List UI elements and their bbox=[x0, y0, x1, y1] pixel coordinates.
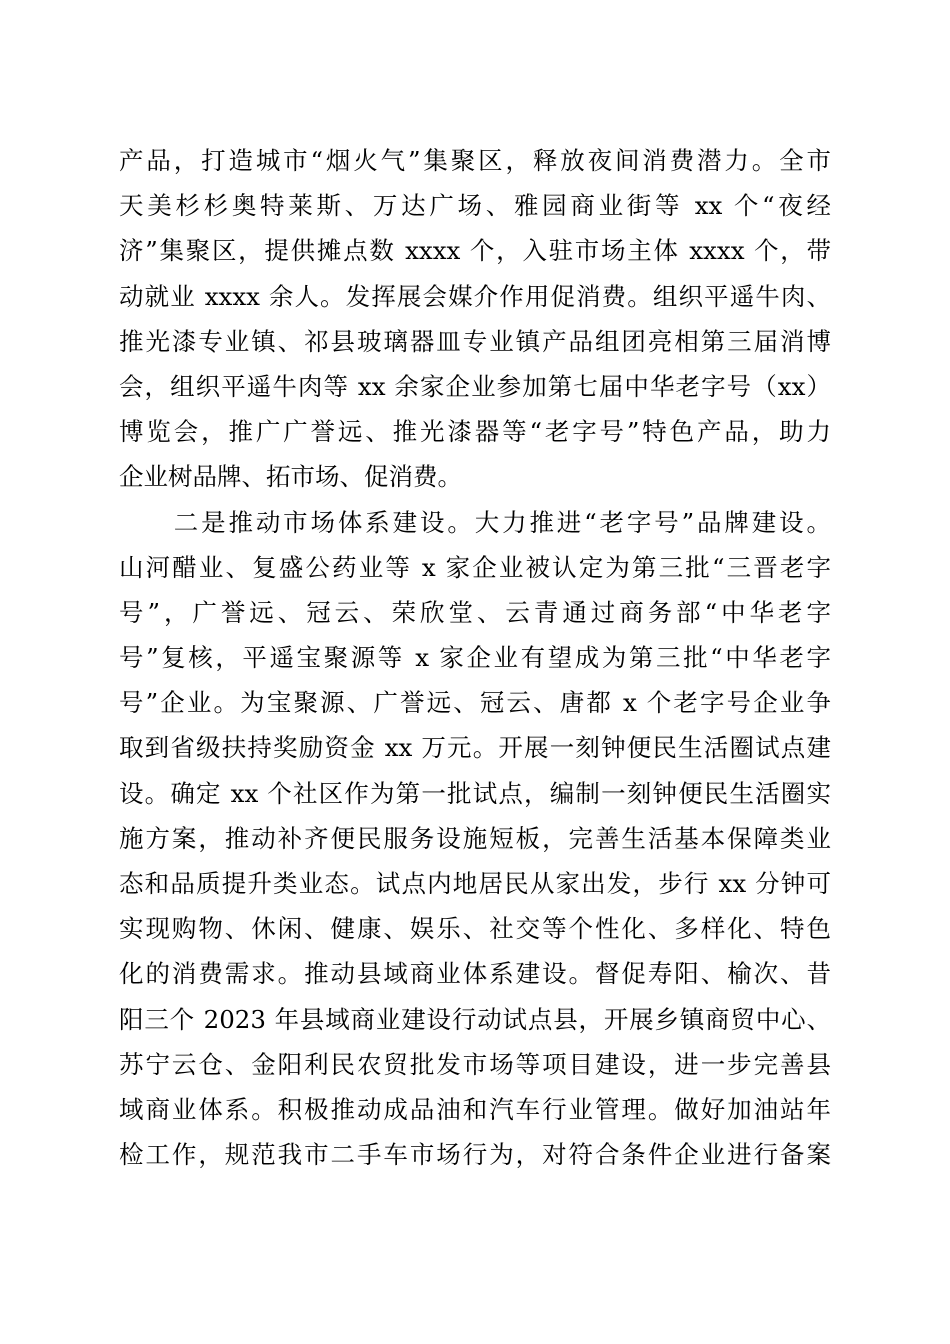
text-line: 苏宁云仓、金阳利民农贸批发市场等项目建设，进一步完善县 bbox=[119, 1049, 831, 1079]
paragraph-2 bbox=[119, 500, 831, 1178]
text-line: 会，组织平遥牛肉等 xx 余家企业参加第七届中华老字号（xx） bbox=[119, 371, 831, 401]
text-line: 态和品质提升类业态。试点内地居民从家出发，步行 xx 分钟可 bbox=[119, 869, 831, 898]
text-line: 阳三个 2023 年县域商业建设行动试点县，开展乡镇商贸中心、 bbox=[119, 1004, 831, 1034]
text-line: 天美杉杉奥特莱斯、万达广场、雅园商业街等 xx 个“夜经 bbox=[119, 191, 831, 221]
text-line: 取到省级扶持奖励资金 xx 万元。开展一刻钟便民生活圈试点建 bbox=[119, 733, 831, 763]
text-line: 济”集聚区，提供摊点数 xxxx 个，入驻市场主体 xxxx 个，带 bbox=[119, 236, 831, 266]
text-line: 化的消费需求。推动县域商业体系建设。督促寿阳、榆次、昔 bbox=[119, 959, 831, 989]
text-line: 实现购物、休闲、健康、娱乐、社交等个性化、多样化、特色 bbox=[119, 914, 831, 944]
body-text bbox=[119, 138, 831, 1177]
text-line: 检工作，规范我市二手车市场行为，对符合条件企业进行备案 bbox=[119, 1140, 831, 1170]
text-line: 号”复核，平遥宝聚源等 x 家企业有望成为第三批“中华老字 bbox=[119, 643, 831, 673]
paragraph-1 bbox=[119, 138, 831, 500]
text-line: 施方案，推动补齐便民服务设施短板，完善生活基本保障类业 bbox=[119, 823, 831, 853]
text-line: 企业树品牌、拓市场、促消费。 bbox=[119, 462, 462, 492]
text-line: 博览会，推广广誉远、推光漆器等“老字号”特色产品，助力 bbox=[119, 417, 831, 447]
text-line: 号”企业。为宝聚源、广誉远、冠云、唐都 x 个老字号企业争 bbox=[119, 688, 831, 718]
text-line: 设。确定 xx 个社区作为第一批试点，编制一刻钟便民生活圈实 bbox=[119, 778, 831, 808]
text-line: 产品，打造城市“烟火气”集聚区，释放夜间消费潜力。全市 bbox=[119, 146, 831, 175]
text-line: 域商业体系。积极推动成品油和汽车行业管理。做好加油站年 bbox=[119, 1094, 831, 1124]
text-line: 山河醋业、复盛公药业等 x 家企业被认定为第三批“三晋老字 bbox=[119, 552, 831, 582]
text-line: 二是推动市场体系建设。大力推进“老字号”品牌建设。 bbox=[119, 507, 831, 537]
text-line: 动就业 xxxx 余人。发挥展会媒介作用促消费。组织平遥牛肉、 bbox=[119, 281, 831, 311]
text-line: 号”，广誉远、冠云、荣欣堂、云青通过商务部“中华老字 bbox=[119, 597, 831, 627]
text-line: 推光漆专业镇、祁县玻璃器皿专业镇产品组团亮相第三届消博 bbox=[119, 326, 831, 356]
